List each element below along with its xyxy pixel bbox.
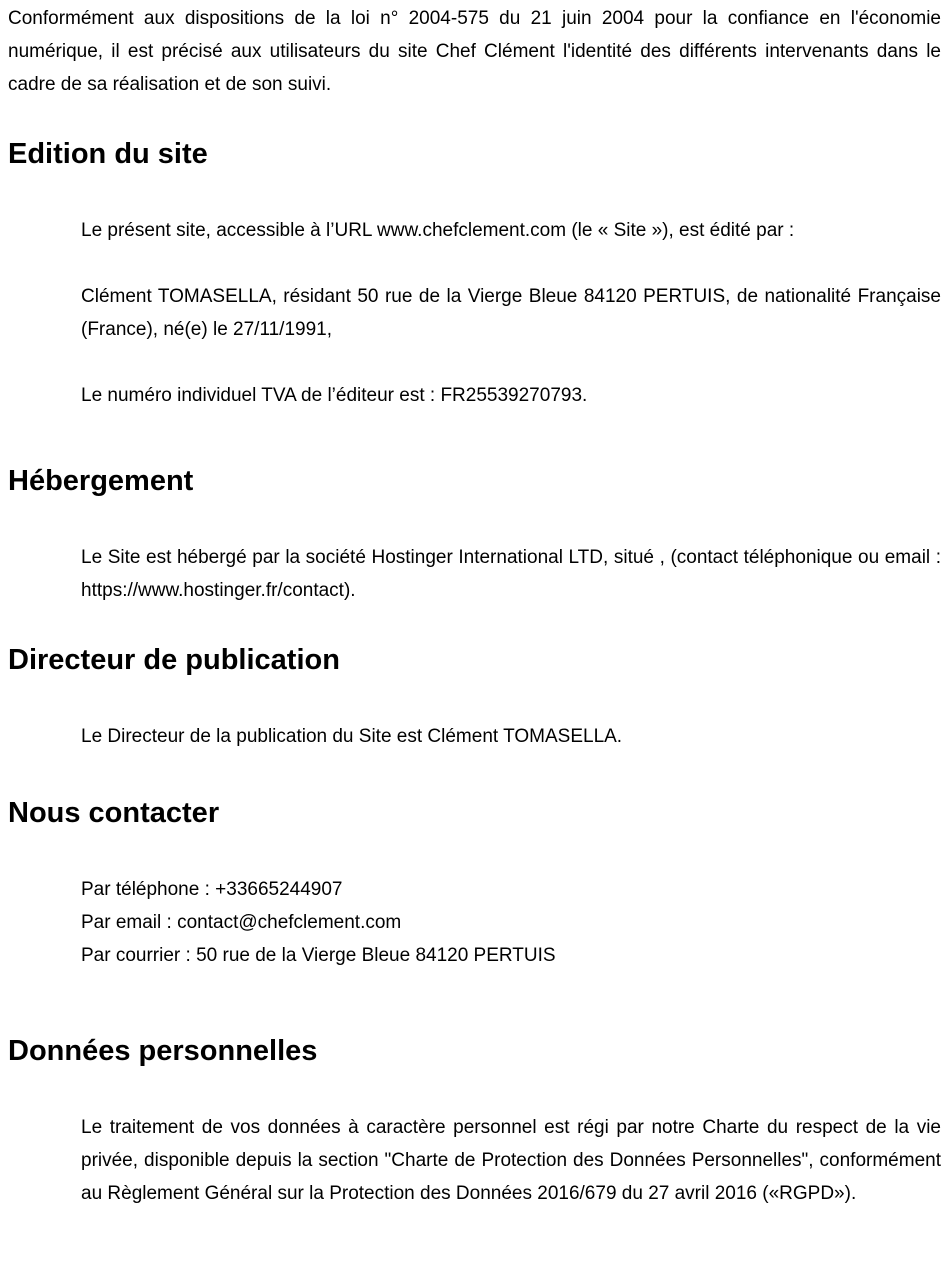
paragraph-hosting: Le Site est hébergé par la société Hostinger International LTD, situé , (contact téléphonique ou email : https://www.hostinger.fr/contact). bbox=[81, 547, 941, 601]
heading-directeur-de-publication: Directeur de publication bbox=[8, 644, 340, 676]
heading-hebergement: Hébergement bbox=[8, 465, 194, 497]
heading-nous-contacter: Nous contacter bbox=[8, 797, 220, 829]
paragraph-personal-data: Le traitement de vos données à caractère personnel est régi par notre Charte du respect de la vie privée, disponible depuis la section "Charte de Protection des Données Personnelles", conformément au Règlement Général sur la Protection des Données 2016/679 du 27 avril 2016 («RGPD»). bbox=[81, 1117, 941, 1204]
paragraph-tva-number: Le numéro individuel TVA de l’éditeur est : FR25539270793. bbox=[81, 385, 588, 406]
heading-edition-du-site: Edition du site bbox=[8, 138, 208, 170]
contact-block bbox=[81, 873, 941, 972]
paragraph-editor-identity: Clément TOMASELLA, résidant 50 rue de la Vierge Bleue 84120 PERTUIS, de nationalité Française (France), né(e) le 27/11/1991, bbox=[81, 286, 941, 340]
heading-donnees-personnelles: Données personnelles bbox=[8, 1035, 318, 1067]
contact-line-email: Par email : contact@chefclement.com bbox=[81, 912, 402, 933]
contact-line-mail: Par courrier : 50 rue de la Vierge Bleue 84120 PERTUIS bbox=[81, 945, 556, 966]
contact-line-phone: Par téléphone : +33665244907 bbox=[81, 879, 343, 900]
paragraph-site-url: Le présent site, accessible à l’URL www.chefclement.com (le « Site »), est édité par : bbox=[81, 220, 795, 241]
paragraph-intro: Conformément aux dispositions de la loi n° 2004-575 du 21 juin 2004 pour la confiance en l'économie numérique, il est précisé aux utilisateurs du site Chef Clément l'identité des différents intervenants dans le cadre de sa réalisation et de son suivi. bbox=[8, 8, 941, 95]
paragraph-publication-director: Le Directeur de la publication du Site est Clément TOMASELLA. bbox=[81, 726, 623, 747]
